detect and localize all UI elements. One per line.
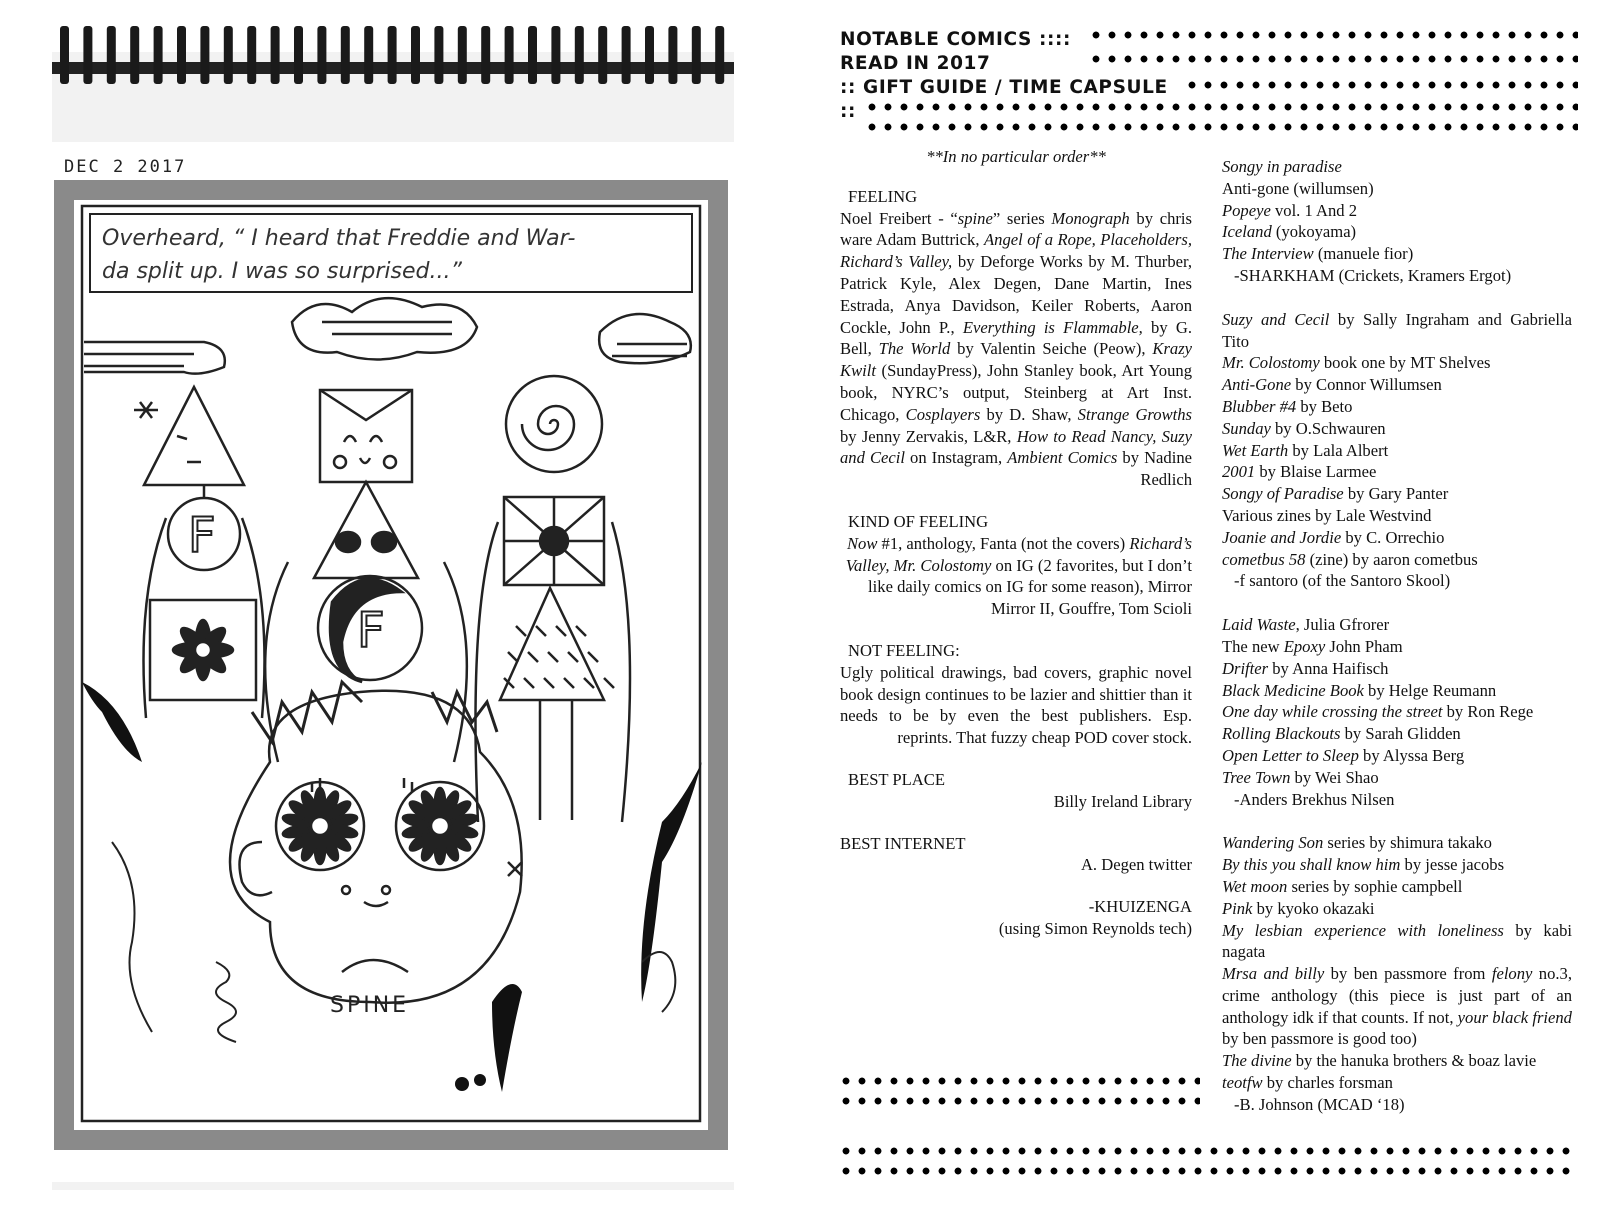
recommendation-line bbox=[1222, 505, 1572, 527]
binder-coil bbox=[317, 26, 326, 84]
title-run: Songy in paradise bbox=[1222, 157, 1342, 176]
dot-rule bbox=[1088, 30, 1578, 40]
section-body-kind-of-feeling bbox=[840, 533, 1192, 620]
title-run: Mr. Colostomy bbox=[1222, 353, 1320, 373]
binder-coil bbox=[715, 26, 724, 84]
recommendation-line bbox=[1222, 200, 1572, 222]
recommendation-line bbox=[1222, 352, 1572, 374]
sketch-drawing bbox=[52, 22, 734, 1190]
recommendation-line bbox=[1222, 723, 1572, 745]
text-run: by Gary Panter bbox=[1343, 484, 1449, 504]
recommendation-line bbox=[1222, 396, 1572, 418]
title-run: Richard’s Valley, Mr. Colostomy bbox=[845, 533, 1192, 575]
text-run: by Connor Willumsen bbox=[1291, 375, 1442, 395]
recommendation-group bbox=[1222, 832, 1572, 1115]
recommendation-line bbox=[1222, 461, 1572, 483]
title-run: Drifter bbox=[1222, 658, 1269, 678]
recommendation-line bbox=[1222, 701, 1572, 723]
text-run: by Beto bbox=[1296, 396, 1353, 416]
dot-rule bbox=[864, 122, 1578, 132]
binder-coil bbox=[575, 26, 584, 84]
section-title-best-place: BEST PLACE bbox=[848, 769, 945, 789]
dot-rule bbox=[1184, 80, 1578, 90]
binder-coil bbox=[60, 26, 69, 84]
header-line-2: READ IN 2017 bbox=[840, 53, 991, 74]
dot-rule bbox=[838, 1076, 1200, 1086]
binder-coil bbox=[668, 26, 677, 84]
title-run: Sunday bbox=[1222, 418, 1271, 438]
recommendation-line bbox=[1222, 876, 1572, 898]
recommendation-line bbox=[1222, 527, 1572, 549]
title-run: Monograph bbox=[1051, 208, 1130, 228]
recommendation-line bbox=[1222, 221, 1572, 243]
section-body-feeling bbox=[840, 208, 1192, 491]
text-run: book one by MT Shelves bbox=[1319, 353, 1491, 373]
title-run: Joanie and Jordie bbox=[1222, 527, 1342, 547]
recommendation-line bbox=[1222, 636, 1572, 658]
binder-coil bbox=[411, 26, 420, 84]
text-run: by charles forsman bbox=[1262, 1073, 1393, 1093]
text-run: by O.Schwauren bbox=[1270, 418, 1386, 438]
title-run: Tree Town bbox=[1222, 767, 1291, 787]
title-run: Ambient Comics bbox=[1007, 448, 1118, 468]
text-run: by Helge Reumann bbox=[1363, 680, 1497, 700]
title-run: Mrsa and billy bbox=[1222, 964, 1325, 984]
section-body-best-place: Billy Ireland Library bbox=[1053, 791, 1192, 811]
dot-rule bbox=[838, 1146, 1578, 1156]
recommendation-line bbox=[1222, 549, 1572, 571]
dot-rule bbox=[838, 1096, 1200, 1106]
title-run: felony bbox=[1491, 964, 1533, 984]
text-run: by Sally Ingraham and Gabriella Tito bbox=[1222, 309, 1573, 351]
section-title-not-feeling: NOT FEELING: bbox=[848, 640, 960, 660]
recommender-signature: -Anders Brekhus Nilsen bbox=[1234, 789, 1395, 809]
recommendation-line bbox=[1222, 156, 1572, 178]
text-run: The new bbox=[1222, 636, 1284, 656]
binder-coil bbox=[434, 26, 443, 84]
text-run: Adam Buttrick, bbox=[875, 230, 985, 250]
recommendation-line bbox=[1222, 418, 1572, 440]
figure-letter-middle: F bbox=[357, 603, 385, 659]
recommender-signature: -SHARKHAM (Crickets, Kramers Ergot) bbox=[1234, 265, 1512, 285]
title-run: The divine bbox=[1222, 1051, 1292, 1071]
binder-coil bbox=[341, 26, 350, 84]
text-run: on Instagram, bbox=[904, 448, 1008, 468]
text-run: Noel Freibert - “ bbox=[840, 208, 958, 228]
header-line-3: :: GIFT GUIDE / TIME CAPSULE bbox=[840, 77, 1168, 98]
text-run: by Deforge Works by M. Thurber, Patrick Kyle, Alex Degen, Dane Martin, Ines Estrada, Anya Davidson, Keiler Roberts, Aaron Cockle, John P., bbox=[840, 252, 1192, 337]
header-line-4: :: bbox=[840, 101, 856, 122]
binder-coil bbox=[177, 26, 186, 84]
section-body-not-feeling: Ugly political drawings, bad covers, graphic novel book design continues to be lazier and shittier than it needs to be by even the best publishers. Esp. reprints. That fuzzy cheap POD cover stock. bbox=[840, 662, 1192, 748]
text-run: by Anna Haifisch bbox=[1268, 658, 1389, 678]
binder-coil bbox=[200, 26, 209, 84]
title-run: teotfw bbox=[1222, 1073, 1263, 1093]
binder-coil bbox=[645, 26, 654, 84]
title-run: Pink bbox=[1222, 898, 1253, 918]
binder-coil bbox=[528, 26, 537, 84]
recommender-signature: -f santoro (of the Santoro Skool) bbox=[1234, 571, 1451, 591]
title-run: The Interview bbox=[1222, 244, 1314, 264]
title-run: One day while crossing the street bbox=[1222, 702, 1443, 722]
recommendation-line bbox=[1222, 374, 1572, 396]
section-body-best-internet: A. Degen twitter bbox=[1080, 855, 1192, 875]
title-run: Suzy and Cecil bbox=[1222, 309, 1330, 329]
dot-rule bbox=[864, 102, 1578, 112]
text-run: no.3, crime anthology (this piece is just part of an anthology idk if that counts. If not, bbox=[1222, 964, 1572, 1027]
header-line-1: NOTABLE COMICS :::: bbox=[840, 29, 1071, 50]
text-run: by C. Orrechio bbox=[1341, 527, 1445, 547]
title-run: Wet Earth bbox=[1222, 440, 1289, 460]
recommendation-line bbox=[1222, 178, 1572, 200]
text-run: by chris ware bbox=[840, 208, 1192, 250]
binder-coil bbox=[294, 26, 303, 84]
text-run: by D. Shaw, bbox=[980, 404, 1078, 424]
signature-khuizenga-note: (using Simon Reynolds tech) bbox=[998, 918, 1192, 938]
title-run: 2001 bbox=[1222, 462, 1256, 482]
title-run: The World bbox=[878, 339, 951, 359]
text-run: by the hanuka brothers & boaz lavie bbox=[1291, 1051, 1537, 1071]
section-title-kind-of-feeling: KIND OF FEELING bbox=[848, 511, 989, 531]
binder-coil bbox=[551, 26, 560, 84]
recommendation-line bbox=[1222, 898, 1572, 920]
text-run: Anti-gone (willumsen) bbox=[1222, 178, 1374, 198]
text-run: series by sophie campbell bbox=[1287, 876, 1463, 896]
title-run: How to Read Nancy, Suzy and Cecil bbox=[840, 426, 1192, 468]
text-run: , Julia Gfrorer bbox=[1295, 615, 1390, 635]
recommendation-line bbox=[1222, 854, 1572, 876]
title-run: Everything is Flammable, bbox=[962, 317, 1143, 337]
section-title-feeling: FEELING bbox=[848, 186, 918, 206]
recommendation-line bbox=[1222, 440, 1572, 462]
text-run: by ben passmore is good too) bbox=[1222, 1029, 1417, 1049]
title-run: Angel of a Rope, Placeholders, Richard’s Valley, bbox=[840, 230, 1192, 272]
binder-coil bbox=[130, 26, 139, 84]
recommendation-line bbox=[1222, 1072, 1572, 1094]
text-run: #1, anthology, Fanta (not the covers) bbox=[877, 533, 1130, 553]
title-run: Wet moon bbox=[1222, 876, 1288, 896]
recommendation-line bbox=[1222, 767, 1572, 789]
order-note: **In no particular order** bbox=[926, 147, 1106, 166]
overheard-line-2: da split up. I was so surprised...” bbox=[102, 259, 462, 284]
text-run: ” series bbox=[992, 208, 1052, 228]
title-run: Wandering Son bbox=[1222, 833, 1324, 853]
recommendation-line bbox=[1222, 483, 1572, 505]
text-run: Various zines by Lale Westvind bbox=[1222, 505, 1432, 525]
text-run: by Jenny Zervakis, L&R, bbox=[840, 426, 1017, 446]
text-run: on IG (2 favorites, but I don’t like daily comics on IG for some reason), Mirror Mirror II, Gouffre, Tom Scioli bbox=[868, 555, 1192, 619]
text-run: (SundayPress), John Stanley book, Art Young book, NYRC’s output, Steinberg at Art Inst. Chicago, bbox=[840, 361, 1192, 424]
title-run: Rolling Blackouts bbox=[1222, 724, 1341, 744]
title-run: Now bbox=[846, 533, 878, 553]
title-run: your black friend bbox=[1457, 1007, 1572, 1027]
left-column bbox=[840, 146, 1192, 940]
dot-rule bbox=[1088, 54, 1578, 64]
binder-coil bbox=[364, 26, 373, 84]
recommendation-line bbox=[1222, 658, 1572, 680]
text-run: John Pham bbox=[1325, 636, 1403, 656]
text-run: by ben passmore from bbox=[1324, 964, 1492, 984]
binder-coil bbox=[598, 26, 607, 84]
title-run: My lesbian experience with loneliness bbox=[1222, 920, 1504, 940]
title-run: Laid Waste bbox=[1222, 615, 1296, 635]
text-run: by Wei Shao bbox=[1290, 767, 1379, 787]
binder-coil bbox=[481, 26, 490, 84]
title-run: Songy of Paradise bbox=[1222, 484, 1344, 504]
recommendation-line bbox=[1222, 243, 1572, 265]
text-run: by Valentin Seiche (Peow), bbox=[950, 339, 1153, 359]
title-run: Blubber #4 bbox=[1222, 396, 1297, 416]
recommendation-line bbox=[1222, 920, 1572, 964]
recommendation-group bbox=[1222, 309, 1572, 592]
eye-pupil bbox=[311, 817, 329, 835]
binder-coil bbox=[271, 26, 280, 84]
title-run: cometbus 58 bbox=[1222, 549, 1306, 569]
text-run: (yokoyama) bbox=[1271, 222, 1357, 242]
recommendation-line bbox=[1222, 832, 1572, 854]
title-run: Popeye bbox=[1222, 200, 1271, 220]
text-run: by Nadine Redlich bbox=[1117, 448, 1192, 490]
title-run: By this you shall know him bbox=[1222, 855, 1401, 875]
recommendation-line bbox=[1222, 1050, 1572, 1072]
recommendation-line bbox=[1222, 614, 1572, 636]
recommendation-line bbox=[1222, 309, 1572, 353]
binder-coil bbox=[458, 26, 467, 84]
title-run: Iceland bbox=[1222, 222, 1272, 242]
title-run: Open Letter to Sleep bbox=[1222, 745, 1359, 765]
binder-coil bbox=[154, 26, 163, 84]
text-run: (manuele fior) bbox=[1313, 244, 1414, 264]
text-run: (zine) by aaron cometbus bbox=[1305, 549, 1478, 569]
recommender-signature: -B. Johnson (MCAD ‘18) bbox=[1234, 1094, 1405, 1114]
sketchbook-page bbox=[52, 22, 734, 1190]
recommendation-line bbox=[1222, 745, 1572, 767]
title-run: Strange Growths bbox=[1077, 404, 1193, 424]
eye-pupil bbox=[431, 817, 449, 835]
section-title-best-internet: BEST INTERNET bbox=[840, 833, 966, 853]
recommendation-group bbox=[1222, 156, 1572, 287]
binder-coil bbox=[247, 26, 256, 84]
binder-coil bbox=[83, 26, 92, 84]
sketch-date: DEC 2 2017 bbox=[64, 157, 187, 177]
text-run: by Alyssa Berg bbox=[1358, 745, 1465, 765]
text-run: by G. Bell, bbox=[840, 317, 1192, 359]
text-run: by kabi nagata bbox=[1222, 920, 1572, 962]
drawing-signature: SPINE bbox=[330, 993, 410, 1018]
binder-coil bbox=[388, 26, 397, 84]
text-run: by Sarah Glidden bbox=[1340, 724, 1461, 744]
title-run: Cosplayers bbox=[905, 404, 981, 424]
binder-coil bbox=[505, 26, 514, 84]
signature-khuizenga: -KHUIZENGA bbox=[1088, 897, 1192, 917]
overheard-line-1: Overheard, “ I heard that Freddie and War- bbox=[102, 226, 576, 251]
text-run: by kyoko okazaki bbox=[1252, 898, 1375, 918]
title-run: spine bbox=[957, 208, 993, 228]
binder-coil bbox=[224, 26, 233, 84]
binder-coil bbox=[622, 26, 631, 84]
title-run: Krazy Kwilt bbox=[840, 339, 1193, 381]
dot-rule bbox=[838, 1166, 1578, 1176]
text-run: by Lala Albert bbox=[1288, 440, 1389, 460]
recommendation-group bbox=[1222, 614, 1572, 810]
binder-coil bbox=[692, 26, 701, 84]
title-run: Black Medicine Book bbox=[1222, 680, 1364, 700]
text-run: by Ron Rege bbox=[1442, 702, 1534, 722]
figure-letter-left: F bbox=[188, 508, 216, 564]
binder-coil bbox=[107, 26, 116, 84]
recommendation-line bbox=[1222, 963, 1572, 1050]
text-run: by Blaise Larmee bbox=[1255, 462, 1377, 482]
right-column bbox=[1222, 156, 1572, 1138]
title-run: Anti-Gone bbox=[1222, 375, 1292, 395]
text-run: by jesse jacobs bbox=[1400, 855, 1505, 875]
title-run: Epoxy bbox=[1283, 636, 1326, 656]
text-run: vol. 1 And 2 bbox=[1270, 200, 1358, 220]
recommendation-line bbox=[1222, 680, 1572, 702]
text-run: series by shimura takako bbox=[1323, 833, 1492, 853]
